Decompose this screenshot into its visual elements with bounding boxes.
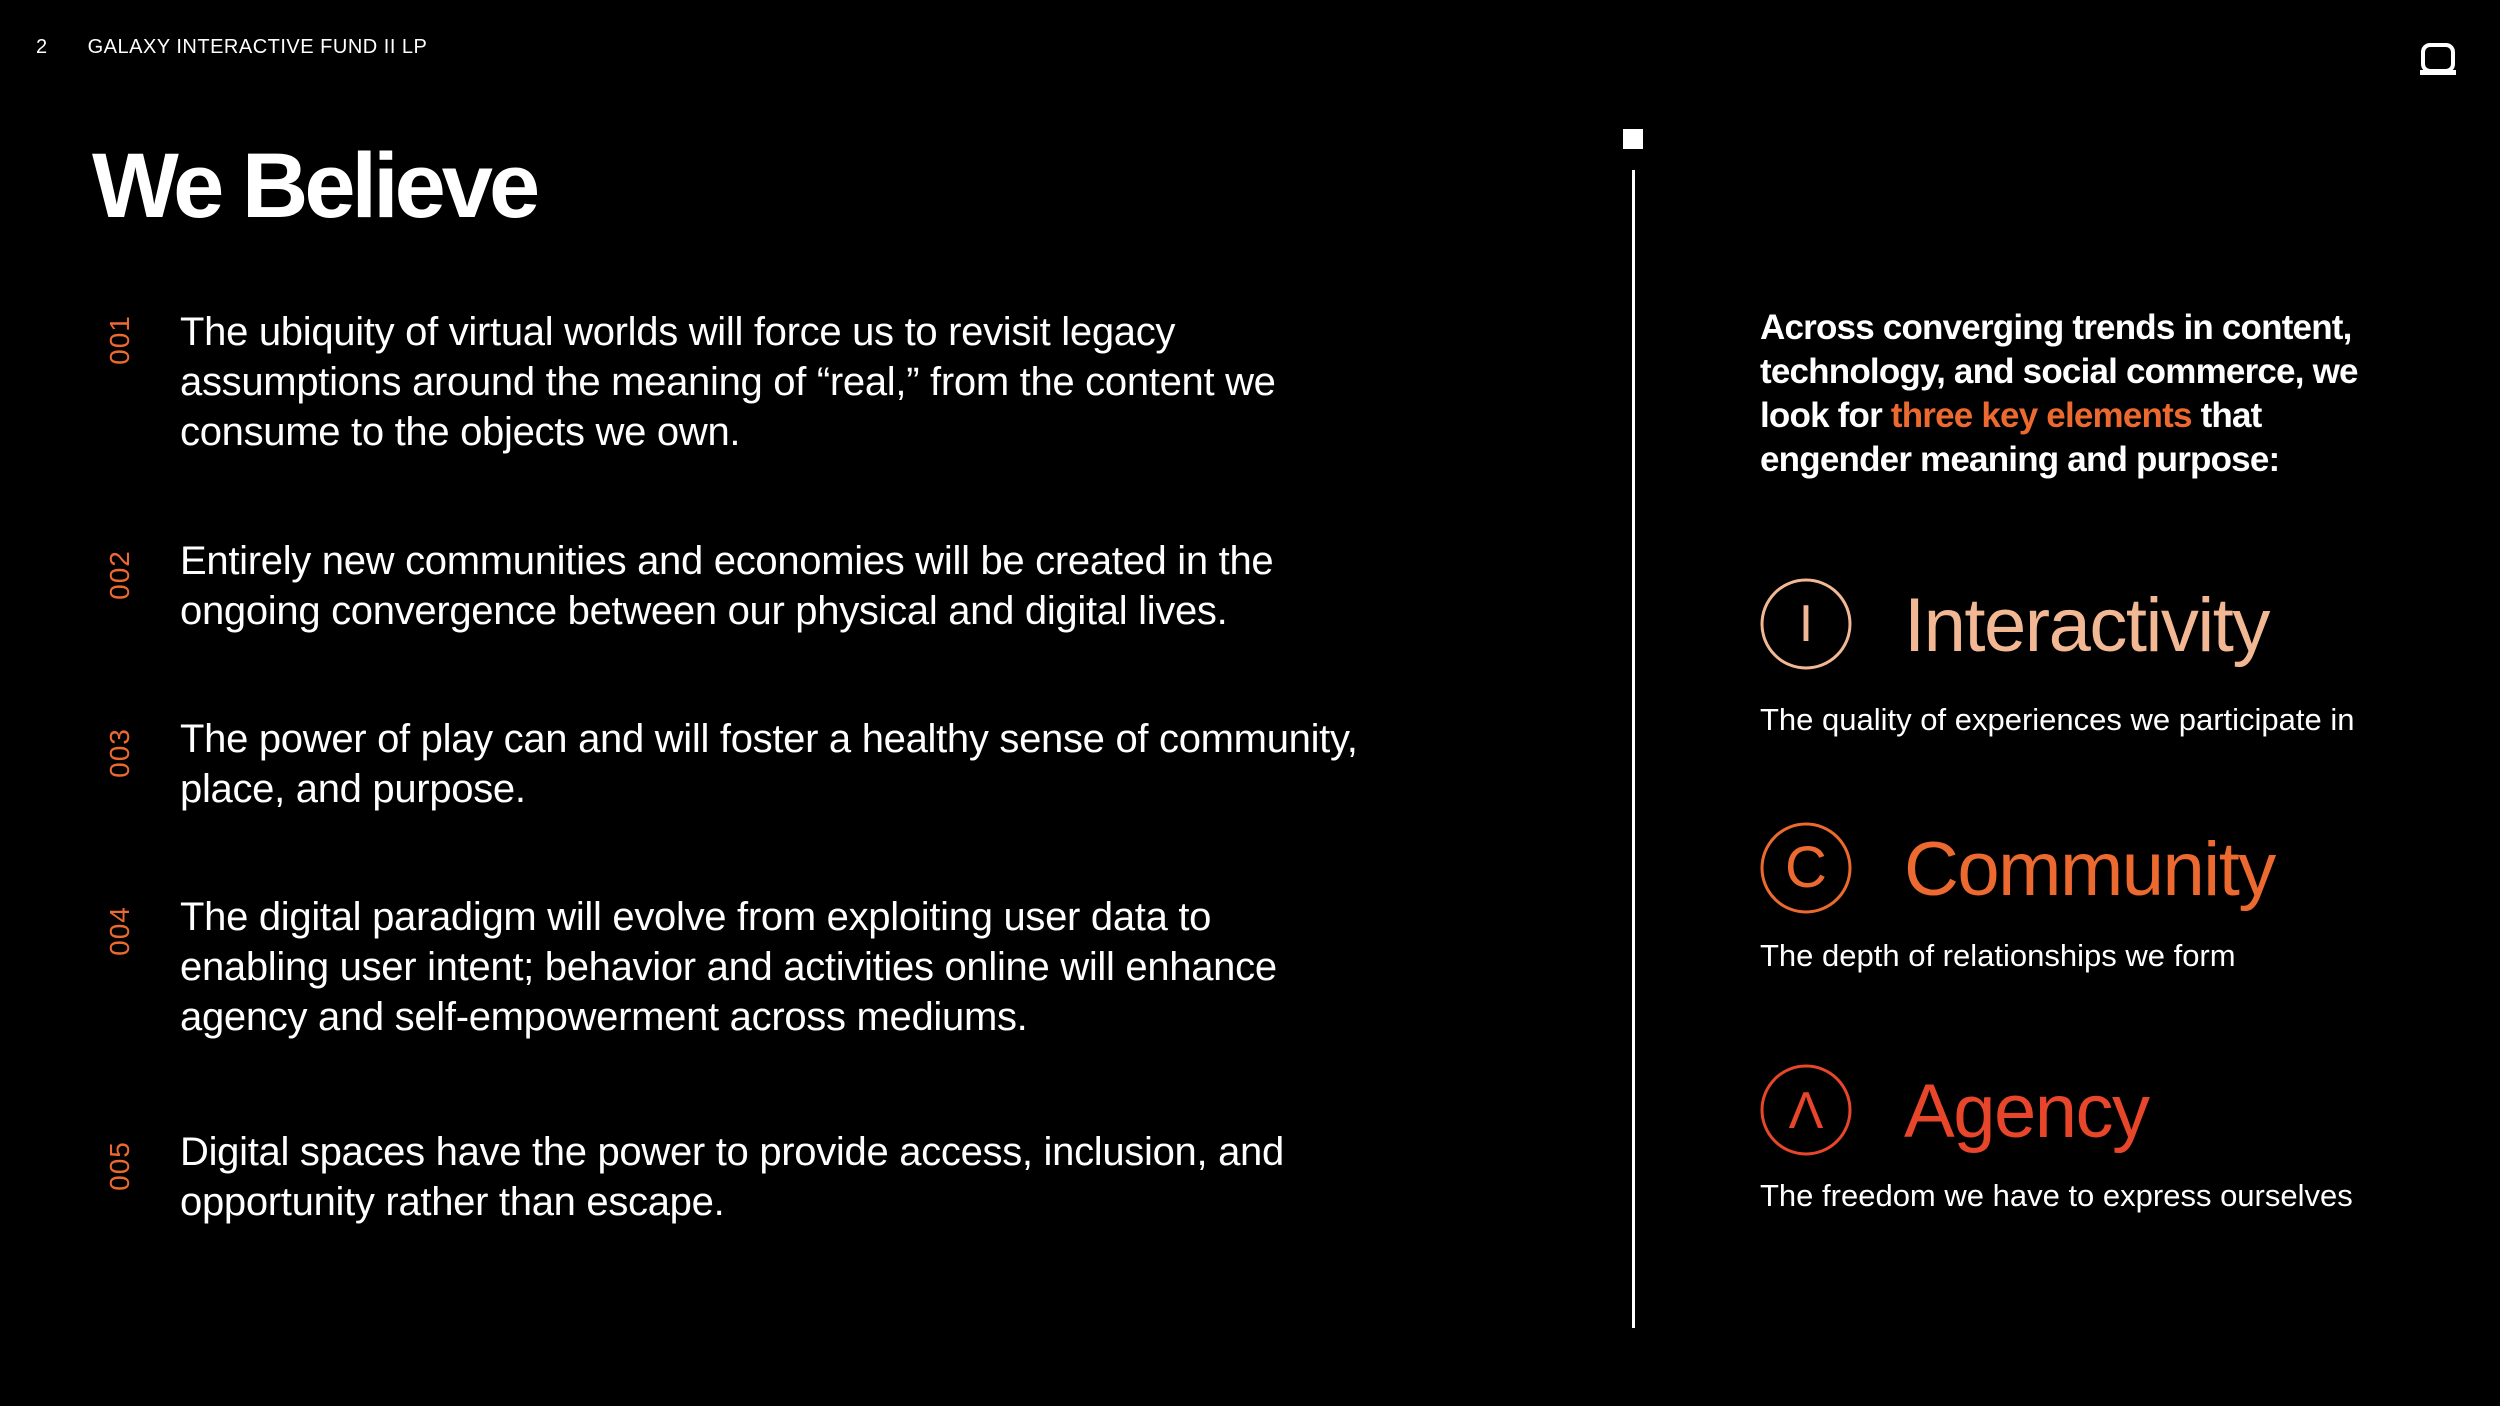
belief-text: Digital spaces have the power to provide access, inclusion, and opportunity rather than escape. bbox=[180, 1130, 1284, 1224]
interactivity-icon bbox=[1760, 578, 1852, 670]
element-description: The depth of relationships we form bbox=[1760, 938, 2236, 973]
intro-before: Across converging trends in content, technology, and social commerce, we look for bbox=[1760, 308, 2358, 435]
vertical-divider bbox=[1632, 170, 1635, 1328]
intro-after: that engender meaning and purpose: bbox=[1760, 396, 2280, 479]
belief-number: 001 bbox=[104, 315, 135, 365]
belief-number: 003 bbox=[104, 728, 135, 778]
intro-text bbox=[1760, 306, 2400, 482]
header bbox=[36, 36, 427, 59]
agency-icon bbox=[1760, 1064, 1852, 1156]
document-title: GALAXY INTERACTIVE FUND II LP bbox=[87, 36, 428, 58]
element-title: Interactivity bbox=[1904, 583, 2269, 668]
page-title: We Believe bbox=[92, 135, 537, 237]
element-title: Community bbox=[1904, 827, 2275, 912]
element-description: The freedom we have to express ourselves bbox=[1760, 1178, 2353, 1213]
element-description: The quality of experiences we participate in bbox=[1760, 702, 2355, 737]
element-title: Agency bbox=[1904, 1069, 2149, 1154]
belief-text: Entirely new communities and economies will be created in the ongoing convergence between our physical and digital lives. bbox=[180, 539, 1274, 633]
agency-icon-letter: Λ bbox=[1788, 1082, 1824, 1140]
belief-number: 004 bbox=[104, 906, 135, 956]
belief-number: 005 bbox=[104, 1141, 135, 1191]
community-icon bbox=[1760, 822, 1852, 914]
logo-icon bbox=[2420, 40, 2456, 76]
belief-text: The digital paradigm will evolve from exploiting user data to enabling user intent; behavior and activities online will enhance agency and self-empowerment across mediums. bbox=[180, 895, 1277, 1039]
divider-marker bbox=[1623, 129, 1643, 149]
belief-text: The ubiquity of virtual worlds will force us to revisit legacy assumptions around the meaning of “real,” from the content we consume to the objects we own. bbox=[180, 310, 1276, 454]
page-number: 2 bbox=[36, 36, 48, 58]
intro-highlight: three key elements bbox=[1890, 396, 2192, 435]
belief-number: 002 bbox=[104, 550, 135, 600]
belief-text: The power of play can and will foster a healthy sense of community, place, and purpose. bbox=[180, 717, 1358, 811]
community-icon-letter: C bbox=[1785, 835, 1827, 900]
interactivity-icon-letter: I bbox=[1798, 595, 1814, 653]
